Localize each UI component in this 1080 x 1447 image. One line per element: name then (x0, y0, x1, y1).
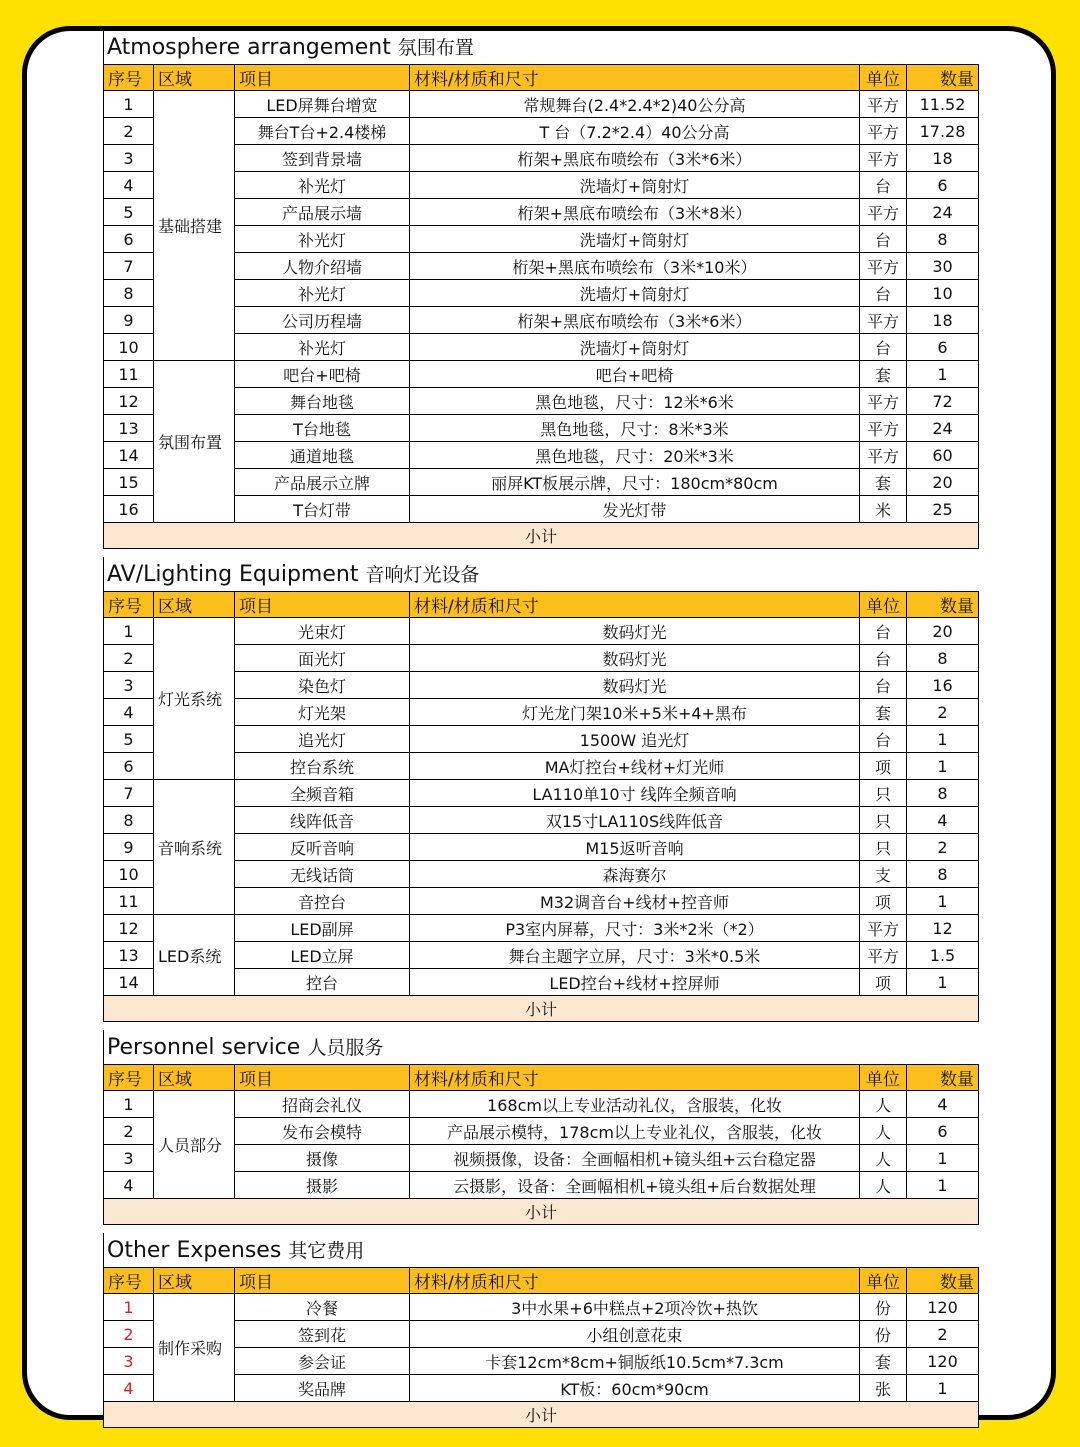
row-area: 音响系统 (154, 780, 235, 915)
row-area: LED系统 (154, 915, 235, 996)
table-row (104, 280, 979, 307)
table-row (104, 307, 979, 334)
row-item: 产品展示墙 (235, 199, 410, 226)
subtotal-label: 小计 (104, 523, 979, 549)
row-material: 洗墙灯+筒射灯 (410, 280, 860, 307)
row-no: 4 (104, 1375, 154, 1402)
row-unit: 平方 (860, 307, 907, 334)
table-row (104, 969, 979, 996)
header-qty: 数量 (907, 592, 979, 618)
section-title-en: Other Expenses (107, 1238, 282, 1263)
table-row (104, 442, 979, 469)
row-qty: 1 (907, 753, 979, 780)
table-row (104, 91, 979, 118)
table-row (104, 699, 979, 726)
row-qty: 1 (907, 888, 979, 915)
row-item: T台地毯 (235, 415, 410, 442)
row-item: 人物介绍墙 (235, 253, 410, 280)
row-unit: 平方 (860, 442, 907, 469)
row-material: M32调音台+线材+控音师 (410, 888, 860, 915)
row-no: 7 (104, 780, 154, 807)
row-material: 1500W 追光灯 (410, 726, 860, 753)
row-qty: 72 (907, 388, 979, 415)
row-qty: 6 (907, 334, 979, 361)
row-material: 黑色地毯，尺寸：8米*3米 (410, 415, 860, 442)
row-item: 招商会礼仪 (235, 1091, 410, 1118)
row-qty: 8 (907, 861, 979, 888)
row-qty: 30 (907, 253, 979, 280)
row-qty: 1 (907, 361, 979, 388)
header-qty: 数量 (907, 1268, 979, 1294)
table-row (104, 753, 979, 780)
table-row (104, 942, 979, 969)
row-item: 公司历程墙 (235, 307, 410, 334)
header-item: 项目 (235, 1065, 410, 1091)
row-item: LED立屏 (235, 942, 410, 969)
row-item: 反听音响 (235, 834, 410, 861)
row-qty: 18 (907, 145, 979, 172)
row-item: 奖品牌 (235, 1375, 410, 1402)
header-material: 材料/材质和尺寸 (410, 592, 860, 618)
table-row (104, 1321, 979, 1348)
table-row (104, 645, 979, 672)
row-item: LED屏舞台增宽 (235, 91, 410, 118)
row-material: 黑色地毯，尺寸：20米*3米 (410, 442, 860, 469)
row-qty: 8 (907, 226, 979, 253)
row-item: 染色灯 (235, 672, 410, 699)
row-no: 1 (104, 618, 154, 645)
row-qty: 20 (907, 618, 979, 645)
section-title (103, 30, 978, 64)
header-area: 区域 (154, 592, 235, 618)
quotation-sheet (103, 30, 978, 1428)
row-no: 4 (104, 1172, 154, 1199)
row-no: 14 (104, 442, 154, 469)
row-no: 14 (104, 969, 154, 996)
row-no: 1 (104, 1091, 154, 1118)
row-item: 摄像 (235, 1145, 410, 1172)
row-unit: 台 (860, 280, 907, 307)
header-item: 项目 (235, 592, 410, 618)
table-row (104, 1294, 979, 1321)
header-row (104, 65, 979, 91)
header-area: 区域 (154, 65, 235, 91)
section-title-cn: 氛围布置 (397, 37, 474, 59)
section-title-en: AV/Lighting Equipment (107, 562, 359, 587)
row-unit: 人 (860, 1091, 907, 1118)
row-unit: 台 (860, 172, 907, 199)
row-material: T 台（7.2*2.4）40公分高 (410, 118, 860, 145)
table-row (104, 118, 979, 145)
row-unit: 人 (860, 1172, 907, 1199)
row-material: 数码灯光 (410, 672, 860, 699)
row-material: 森海赛尔 (410, 861, 860, 888)
row-material: LA110单10寸 线阵全频音响 (410, 780, 860, 807)
row-item: 补光灯 (235, 226, 410, 253)
row-material: 桁架+黑底布喷绘布（3米*6米） (410, 145, 860, 172)
row-unit: 平方 (860, 118, 907, 145)
row-qty: 1 (907, 1172, 979, 1199)
row-unit: 套 (860, 699, 907, 726)
row-item: 签到花 (235, 1321, 410, 1348)
row-item: 追光灯 (235, 726, 410, 753)
row-qty: 17.28 (907, 118, 979, 145)
header-qty: 数量 (907, 65, 979, 91)
row-qty: 11.52 (907, 91, 979, 118)
header-unit: 单位 (860, 1065, 907, 1091)
row-item: 补光灯 (235, 280, 410, 307)
row-item: 产品展示立牌 (235, 469, 410, 496)
header-row (104, 1268, 979, 1294)
row-material: 洗墙灯+筒射灯 (410, 172, 860, 199)
row-material: 产品展示模特，178cm以上专业礼仪，含服装，化妆 (410, 1118, 860, 1145)
row-no: 6 (104, 226, 154, 253)
row-qty: 120 (907, 1348, 979, 1375)
table-row (104, 1091, 979, 1118)
header-material: 材料/材质和尺寸 (410, 65, 860, 91)
row-no: 12 (104, 915, 154, 942)
row-material: 丽屏KT板展示牌，尺寸：180cm*80cm (410, 469, 860, 496)
table-row (104, 199, 979, 226)
row-qty: 25 (907, 496, 979, 523)
row-no: 3 (104, 672, 154, 699)
row-qty: 1 (907, 726, 979, 753)
table-row (104, 780, 979, 807)
section-title-cn: 其它费用 (288, 1240, 365, 1262)
row-material: 洗墙灯+筒射灯 (410, 334, 860, 361)
row-no: 4 (104, 699, 154, 726)
table-row (104, 469, 979, 496)
row-item: LED副屏 (235, 915, 410, 942)
row-unit: 套 (860, 361, 907, 388)
row-no: 11 (104, 888, 154, 915)
row-material: 常规舞台(2.4*2.4*2)40公分高 (410, 91, 860, 118)
row-unit: 人 (860, 1118, 907, 1145)
row-unit: 套 (860, 469, 907, 496)
row-material: LED控台+线材+控屏师 (410, 969, 860, 996)
table-row (104, 253, 979, 280)
row-no: 1 (104, 1294, 154, 1321)
row-item: 光束灯 (235, 618, 410, 645)
section-table (103, 1064, 979, 1225)
row-unit: 支 (860, 861, 907, 888)
header-item: 项目 (235, 65, 410, 91)
table-row (104, 172, 979, 199)
row-unit: 台 (860, 226, 907, 253)
row-no: 2 (104, 645, 154, 672)
header-no: 序号 (104, 1065, 154, 1091)
row-no: 5 (104, 199, 154, 226)
row-material: 黑色地毯，尺寸：12米*6米 (410, 388, 860, 415)
table-row (104, 226, 979, 253)
row-unit: 项 (860, 888, 907, 915)
row-area: 制作采购 (154, 1294, 235, 1402)
row-unit: 份 (860, 1321, 907, 1348)
row-area: 灯光系统 (154, 618, 235, 780)
row-item: 音控台 (235, 888, 410, 915)
row-qty: 1 (907, 969, 979, 996)
row-unit: 平方 (860, 145, 907, 172)
table-row (104, 496, 979, 523)
row-unit: 平方 (860, 415, 907, 442)
row-material: 灯光龙门架10米+5米+4+黑布 (410, 699, 860, 726)
row-item: 舞台T台+2.4楼梯 (235, 118, 410, 145)
table-row (104, 726, 979, 753)
header-area: 区域 (154, 1268, 235, 1294)
row-item: 通道地毯 (235, 442, 410, 469)
table-row (104, 672, 979, 699)
row-item: 签到背景墙 (235, 145, 410, 172)
header-unit: 单位 (860, 1268, 907, 1294)
row-no: 2 (104, 1321, 154, 1348)
header-unit: 单位 (860, 592, 907, 618)
row-qty: 120 (907, 1294, 979, 1321)
row-qty: 4 (907, 807, 979, 834)
section-title-en: Personnel service (107, 1035, 301, 1060)
section-table (103, 64, 979, 549)
row-item: 控台 (235, 969, 410, 996)
row-no: 10 (104, 334, 154, 361)
row-qty: 16 (907, 672, 979, 699)
section-title-cn: 人员服务 (307, 1037, 384, 1059)
table-row (104, 145, 979, 172)
row-unit: 人 (860, 1145, 907, 1172)
row-unit: 只 (860, 834, 907, 861)
row-qty: 60 (907, 442, 979, 469)
row-unit: 台 (860, 726, 907, 753)
row-material: 云摄影，设备：全画幅相机+镜头组+后台数据处理 (410, 1172, 860, 1199)
row-no: 10 (104, 861, 154, 888)
row-material: 发光灯带 (410, 496, 860, 523)
row-qty: 1 (907, 1145, 979, 1172)
header-area: 区域 (154, 1065, 235, 1091)
row-no: 8 (104, 807, 154, 834)
row-item: 控台系统 (235, 753, 410, 780)
table-row (104, 1375, 979, 1402)
row-no: 7 (104, 253, 154, 280)
section-title (103, 1233, 978, 1267)
row-item: 摄影 (235, 1172, 410, 1199)
row-unit: 台 (860, 618, 907, 645)
row-qty: 18 (907, 307, 979, 334)
table-row (104, 334, 979, 361)
section-table (103, 1267, 979, 1428)
row-item: 无线话筒 (235, 861, 410, 888)
row-no: 11 (104, 361, 154, 388)
header-material: 材料/材质和尺寸 (410, 1065, 860, 1091)
table-row (104, 415, 979, 442)
row-no: 2 (104, 1118, 154, 1145)
row-qty: 1.5 (907, 942, 979, 969)
row-item: 补光灯 (235, 172, 410, 199)
row-no: 13 (104, 415, 154, 442)
table-row (104, 361, 979, 388)
table-row (104, 888, 979, 915)
header-unit: 单位 (860, 65, 907, 91)
table-row (104, 861, 979, 888)
row-qty: 20 (907, 469, 979, 496)
row-no: 13 (104, 942, 154, 969)
row-qty: 12 (907, 915, 979, 942)
row-material: 3中水果+6中糕点+2项冷饮+热饮 (410, 1294, 860, 1321)
header-no: 序号 (104, 592, 154, 618)
row-material: 数码灯光 (410, 618, 860, 645)
row-unit: 台 (860, 645, 907, 672)
row-unit: 套 (860, 1348, 907, 1375)
row-no: 9 (104, 834, 154, 861)
row-unit: 张 (860, 1375, 907, 1402)
row-no: 3 (104, 1145, 154, 1172)
row-material: 视频摄像，设备：全画幅相机+镜头组+云台稳定器 (410, 1145, 860, 1172)
row-no: 6 (104, 753, 154, 780)
row-no: 3 (104, 145, 154, 172)
row-no: 9 (104, 307, 154, 334)
row-no: 15 (104, 469, 154, 496)
row-qty: 1 (907, 1375, 979, 1402)
header-no: 序号 (104, 65, 154, 91)
row-no: 5 (104, 726, 154, 753)
header-qty: 数量 (907, 1065, 979, 1091)
row-material: 卡套12cm*8cm+铜版纸10.5cm*7.3cm (410, 1348, 860, 1375)
row-unit: 米 (860, 496, 907, 523)
row-material: KT板：60cm*90cm (410, 1375, 860, 1402)
row-unit: 份 (860, 1294, 907, 1321)
row-qty: 24 (907, 199, 979, 226)
table-row (104, 388, 979, 415)
row-qty: 10 (907, 280, 979, 307)
row-item: T台灯带 (235, 496, 410, 523)
row-no: 8 (104, 280, 154, 307)
row-unit: 平方 (860, 253, 907, 280)
row-item: 冷餐 (235, 1294, 410, 1321)
row-item: 吧台+吧椅 (235, 361, 410, 388)
table-row (104, 1118, 979, 1145)
row-material: 洗墙灯+筒射灯 (410, 226, 860, 253)
row-qty: 4 (907, 1091, 979, 1118)
row-item: 参会证 (235, 1348, 410, 1375)
section-title-cn: 音响灯光设备 (365, 564, 480, 586)
row-area: 氛围布置 (154, 361, 235, 523)
row-material: P3室内屏幕，尺寸：3米*2米（*2） (410, 915, 860, 942)
section-table (103, 591, 979, 1022)
header-material: 材料/材质和尺寸 (410, 1268, 860, 1294)
row-material: M15返听音响 (410, 834, 860, 861)
row-qty: 2 (907, 834, 979, 861)
row-qty: 6 (907, 1118, 979, 1145)
row-unit: 平方 (860, 915, 907, 942)
row-unit: 项 (860, 753, 907, 780)
subtotal-label: 小计 (104, 1199, 979, 1225)
row-unit: 只 (860, 807, 907, 834)
subtotal-label: 小计 (104, 1402, 979, 1428)
row-unit: 平方 (860, 199, 907, 226)
row-item: 舞台地毯 (235, 388, 410, 415)
subtotal-label: 小计 (104, 996, 979, 1022)
row-item: 面光灯 (235, 645, 410, 672)
table-row (104, 915, 979, 942)
row-material: 吧台+吧椅 (410, 361, 860, 388)
row-area: 基础搭建 (154, 91, 235, 361)
row-unit: 平方 (860, 942, 907, 969)
table-row (104, 1348, 979, 1375)
row-item: 补光灯 (235, 334, 410, 361)
row-item: 线阵低音 (235, 807, 410, 834)
header-row (104, 1065, 979, 1091)
row-qty: 2 (907, 1321, 979, 1348)
row-material: 168cm以上专业活动礼仪，含服装，化妆 (410, 1091, 860, 1118)
row-qty: 8 (907, 780, 979, 807)
row-material: 双15寸LA110S线阵低音 (410, 807, 860, 834)
row-material: 舞台主题字立屏，尺寸：3米*0.5米 (410, 942, 860, 969)
section-title (103, 557, 978, 591)
table-row (104, 1145, 979, 1172)
row-no: 16 (104, 496, 154, 523)
table-row (104, 1172, 979, 1199)
row-qty: 6 (907, 172, 979, 199)
subtotal-row (104, 523, 979, 549)
row-unit: 只 (860, 780, 907, 807)
subtotal-row (104, 1402, 979, 1428)
subtotal-row (104, 996, 979, 1022)
row-item: 灯光架 (235, 699, 410, 726)
row-material: 桁架+黑底布喷绘布（3米*6米） (410, 307, 860, 334)
table-row (104, 834, 979, 861)
row-material: 数码灯光 (410, 645, 860, 672)
subtotal-row (104, 1199, 979, 1225)
row-material: 桁架+黑底布喷绘布（3米*8米） (410, 199, 860, 226)
row-item: 发布会模特 (235, 1118, 410, 1145)
row-qty: 2 (907, 699, 979, 726)
row-no: 12 (104, 388, 154, 415)
row-unit: 平方 (860, 91, 907, 118)
row-area: 人员部分 (154, 1091, 235, 1199)
section-title (103, 1030, 978, 1064)
header-item: 项目 (235, 1268, 410, 1294)
row-no: 4 (104, 172, 154, 199)
row-qty: 24 (907, 415, 979, 442)
row-unit: 台 (860, 672, 907, 699)
row-material: MA灯控台+线材+灯光师 (410, 753, 860, 780)
row-unit: 项 (860, 969, 907, 996)
table-row (104, 618, 979, 645)
row-qty: 8 (907, 645, 979, 672)
row-no: 2 (104, 118, 154, 145)
row-material: 桁架+黑底布喷绘布（3米*10米） (410, 253, 860, 280)
header-no: 序号 (104, 1268, 154, 1294)
header-row (104, 592, 979, 618)
table-row (104, 807, 979, 834)
row-item: 全频音箱 (235, 780, 410, 807)
row-material: 小组创意花束 (410, 1321, 860, 1348)
row-unit: 台 (860, 334, 907, 361)
row-no: 1 (104, 91, 154, 118)
row-no: 3 (104, 1348, 154, 1375)
row-unit: 平方 (860, 388, 907, 415)
section-title-en: Atmosphere arrangement (107, 35, 391, 60)
